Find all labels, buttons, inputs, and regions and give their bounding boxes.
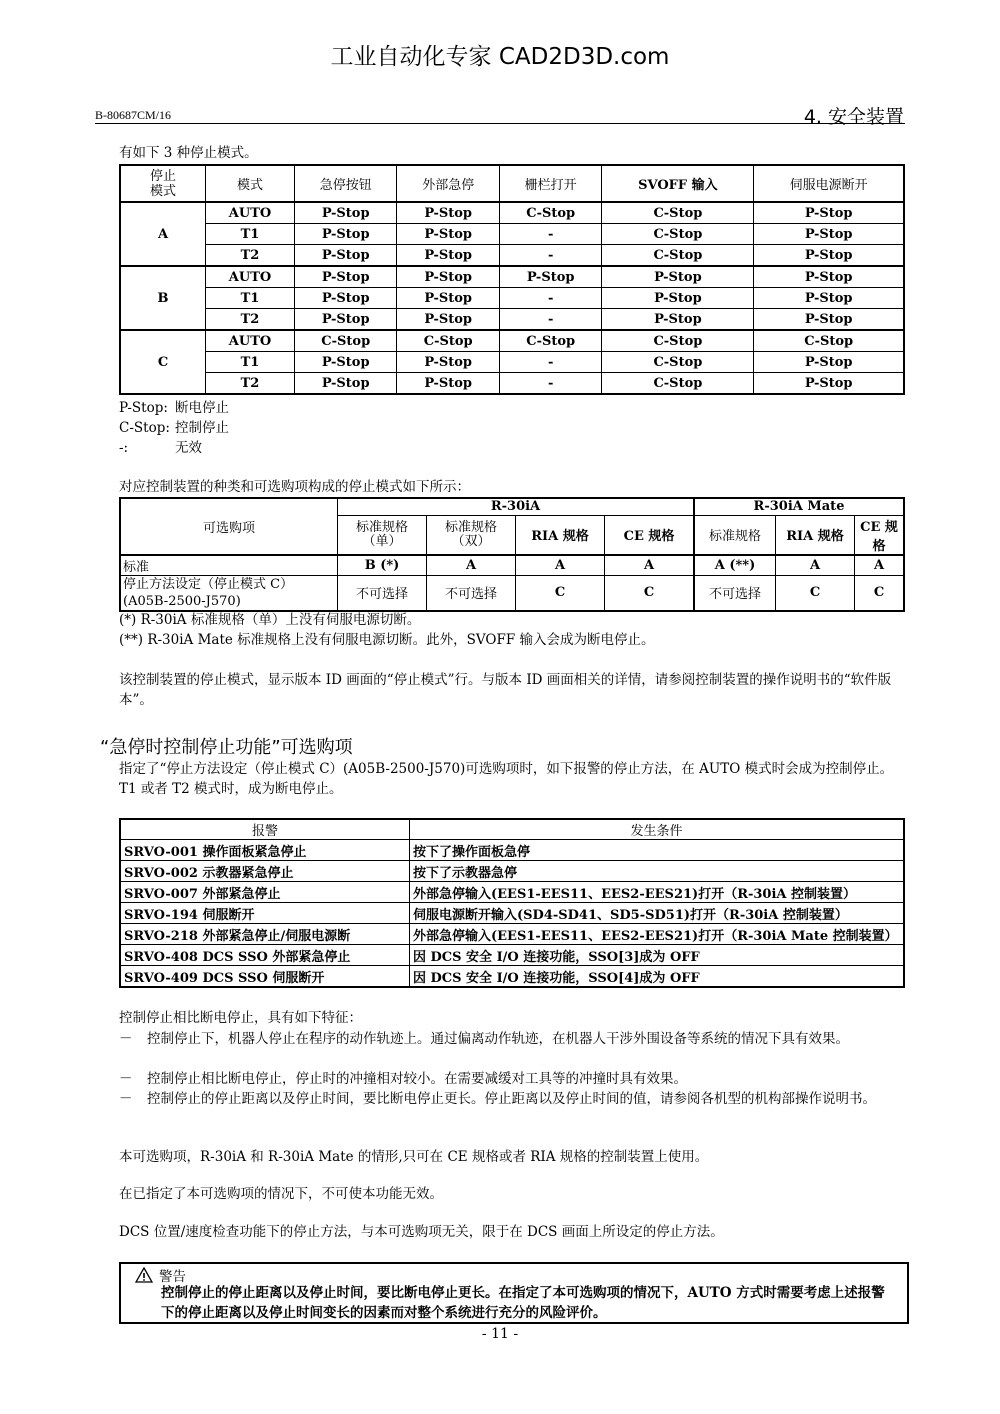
stop-cell: P-Stop (754, 373, 904, 395)
watermark: 工业自动化专家 CAD2D3D.com (330, 44, 670, 70)
stop-cell: - (499, 288, 601, 309)
bullet-text: 控制停止下，机器人停止在程序的动作轨迹上。通过偏离动作轨迹，在机器人干涉外围设备等系统的情况下具有效果。 (147, 1031, 849, 1047)
stop-cell: C-Stop (602, 352, 754, 373)
alarm-cell: SRVO-408 DCS SSO 外部紧急停止 (120, 945, 410, 966)
cell: A (855, 555, 905, 576)
bullet-text: 控制停止相比断电停止，停止时的冲撞相对较小。在需要减缓对工具等的冲撞时具有效果。 (147, 1071, 687, 1087)
stop-cell: C-Stop (602, 245, 754, 267)
cell: A (427, 555, 516, 576)
col-option-header: 可选购项 (120, 498, 338, 555)
alarm-cell: SRVO-007 外部紧急停止 (120, 882, 410, 903)
intro-stop-modes: 有如下 3 种停止模式。 (119, 145, 258, 161)
col-header-condition: 发生条件 (410, 819, 905, 840)
stop-cell: P-Stop (754, 266, 904, 288)
stop-cell: C-Stop (602, 330, 754, 352)
cell: C (776, 575, 855, 611)
mode-group-label: C (120, 330, 206, 394)
stop-cell: C-Stop (602, 202, 754, 224)
group-r30ia-mate: R-30iA Mate (694, 498, 904, 515)
alarm-table (119, 818, 905, 988)
mode-cell: T2 (206, 245, 295, 267)
legend-value: 无效 (175, 440, 202, 456)
note-1: (*) R-30iA 标准规格（单）上没有伺服电源切断。 (119, 612, 421, 628)
header-rule (95, 123, 905, 124)
condition-cell: 外部急停输入(EES1-EES11、EES2-EES21)打开（R-30iA Mate 控制装置） (410, 924, 905, 945)
cell: A (776, 555, 855, 576)
condition-cell: 外部急停输入(EES1-EES11、EES2-EES21)打开（R-30iA 控制装置） (410, 882, 905, 903)
paragraph-applicability: 本可选购项，R-30iA 和 R-30iA Mate 的情形,只可在 CE 规格或者 RIA 规格的控制装置上使用。 (119, 1149, 709, 1165)
stop-cell: P-Stop (295, 224, 397, 245)
legend-row (119, 438, 229, 458)
stop-cell: P-Stop (499, 266, 601, 288)
col-header: 急停按钮 (295, 165, 397, 202)
sub-header: 标准规格 （双） (427, 515, 516, 555)
condition-cell: 因 DCS 安全 I/O 连接功能，SSO[3]成为 OFF (410, 945, 905, 966)
table-row (120, 882, 904, 903)
table-row (120, 352, 904, 373)
table-row (120, 924, 904, 945)
paragraph-version-id: 该控制装置的停止模式，显示版本 ID 画面的“停止模式”行。与版本 ID 画面相关的详情，请参阅控制装置的操作说明书的“软件版本”。 (119, 672, 892, 708)
paragraph-dcs: DCS 位置/速度检查功能下的停止方法，与本可选购项无关，限于在 DCS 画面上所设定的停止方法。 (119, 1224, 724, 1240)
section-heading: “急停时控制停止功能”可选购项 (100, 737, 353, 758)
cell: A (605, 555, 695, 576)
stop-cell: P-Stop (397, 309, 499, 331)
mode-cell: T2 (206, 309, 295, 331)
alarm-cell: SRVO-194 伺服断开 (120, 903, 410, 924)
row-label (120, 575, 338, 611)
sub-header: CE 规格 (855, 515, 905, 555)
sub-header: 标准规格 (694, 515, 776, 555)
stop-cell: - (499, 373, 601, 395)
alarm-cell: SRVO-001 操作面板紧急停止 (120, 840, 410, 861)
sub-header: CE 规格 (605, 515, 695, 555)
mode-cell: T2 (206, 373, 295, 395)
table-row (120, 224, 904, 245)
mode-cell: AUTO (206, 202, 295, 224)
stop-cell: P-Stop (397, 352, 499, 373)
stop-mode-table (119, 164, 905, 395)
stop-cell: P-Stop (295, 288, 397, 309)
col-header: 模式 (206, 165, 295, 202)
mode-cell: AUTO (206, 330, 295, 352)
table-row (120, 861, 904, 882)
warning-title: 警告 (159, 1269, 186, 1285)
stop-cell: P-Stop (397, 288, 499, 309)
cell: 不可选择 (427, 575, 516, 611)
alarm-cell: SRVO-218 外部紧急停止/伺服电源断 (120, 924, 410, 945)
stop-cell: P-Stop (754, 224, 904, 245)
cell: 不可选择 (694, 575, 776, 611)
table-row (120, 266, 904, 288)
legend-value: 断电停止 (175, 400, 229, 416)
stop-cell: P-Stop (295, 352, 397, 373)
note-2: (**) R-30iA Mate 标准规格上没有伺服电源切断。此外，SVOFF 输入会成为断电停止。 (119, 632, 655, 648)
cell: B (*) (338, 555, 427, 576)
condition-cell: 按下了操作面板急停 (410, 840, 905, 861)
stop-cell: P-Stop (397, 373, 499, 395)
stop-cell: C-Stop (754, 330, 904, 352)
legend-value: 控制停止 (175, 420, 229, 436)
stop-cell: - (499, 309, 601, 331)
stop-cell: C-Stop (602, 224, 754, 245)
stop-cell: C-Stop (295, 330, 397, 352)
table-row (120, 966, 904, 988)
col-header: 停止 模式 (120, 165, 206, 202)
warning-text: 控制停止的停止距离以及停止时间，要比断电停止更长。在指定了本可选购项的情况下，AUTO 方式时需要考虑上述报警下的停止距离以及停止时间变长的因素而对整个系统进行充分的风险评价。 (161, 1285, 885, 1321)
cell: C (605, 575, 695, 611)
mode-cell: T1 (206, 288, 295, 309)
stop-cell: C-Stop (397, 330, 499, 352)
bullet-mark: － (119, 1031, 133, 1047)
stop-cell: P-Stop (602, 266, 754, 288)
group-r30ia: R-30iA (338, 498, 695, 515)
condition-cell: 伺服电源断开输入(SD4-SD41、SD5-SD51)打开（R-30iA 控制装置） (410, 903, 905, 924)
col-header: 外部急停 (397, 165, 499, 202)
stop-cell: P-Stop (754, 309, 904, 331)
alarm-cell: SRVO-409 DCS SSO 伺服断开 (120, 966, 410, 988)
table-row (120, 373, 904, 395)
stop-cell: P-Stop (754, 352, 904, 373)
cell: C (855, 575, 905, 611)
stop-cell: C-Stop (499, 202, 601, 224)
mode-group-label: A (120, 202, 206, 266)
stop-cell: - (499, 224, 601, 245)
table-row (120, 903, 904, 924)
bullet-mark: － (119, 1071, 133, 1087)
row-label: 标准 (120, 555, 338, 576)
table-row (120, 330, 904, 352)
sub-header: 标准规格 （单） (338, 515, 427, 555)
stop-cell: C-Stop (499, 330, 601, 352)
sub-header: RIA 规格 (776, 515, 855, 555)
table-row (120, 309, 904, 331)
condition-cell: 因 DCS 安全 I/O 连接功能，SSO[4]成为 OFF (410, 966, 905, 988)
stop-cell: P-Stop (397, 202, 499, 224)
stop-cell: P-Stop (754, 202, 904, 224)
section-title: 4. 安全装置 (803, 106, 904, 128)
col-header: 伺服电源断开 (754, 165, 904, 202)
table-row (120, 945, 904, 966)
alarm-cell: SRVO-002 示教器紧急停止 (120, 861, 410, 882)
cell: A (**) (694, 555, 776, 576)
legend-row (119, 398, 229, 418)
sub-header: RIA 规格 (516, 515, 605, 555)
table-row (120, 245, 904, 267)
paragraph-option-desc: 指定了“停止方法设定（停止模式 C）(A05B-2500-J570)可选购项时，如下报警的停止方法，在 AUTO 模式时会成为控制停止。T1 或者 T2 模式时，成为断电停止。 (119, 761, 894, 797)
stop-cell: P-Stop (295, 373, 397, 395)
mode-cell: T1 (206, 352, 295, 373)
stop-cell: P-Stop (397, 266, 499, 288)
stop-cell: P-Stop (295, 202, 397, 224)
stop-cell: P-Stop (295, 309, 397, 331)
col-header-alarm: 报警 (120, 819, 410, 840)
bullet-text: 控制停止的停止距离以及停止时间，要比断电停止更长。停止距离以及停止时间的值，请参阅各机型的机构部操作说明书。 (147, 1091, 876, 1107)
stop-cell: P-Stop (754, 245, 904, 267)
legend-key: -: (119, 440, 129, 456)
warning-triangle-icon (135, 1267, 153, 1283)
col-header: SVOFF 输入 (602, 165, 754, 202)
legend (119, 398, 229, 458)
row-label-text: 停止方法设定（停止模式 C） (A05B-2500-J570) (123, 576, 294, 609)
stop-cell: - (499, 352, 601, 373)
paragraph-features: 控制停止相比断电停止，具有如下特征： (119, 1010, 362, 1026)
cell: C (516, 575, 605, 611)
intro-options: 对应控制装置的种类和可选购项构成的停止模式如下所示： (119, 479, 470, 495)
stop-cell: - (499, 245, 601, 267)
cell: 不可选择 (338, 575, 427, 611)
condition-cell: 按下了示教器急停 (410, 861, 905, 882)
stop-cell: P-Stop (397, 224, 499, 245)
page-number: - 11 - (481, 1326, 519, 1342)
cell: A (516, 555, 605, 576)
stop-cell: P-Stop (602, 309, 754, 331)
paragraph-cannot-disable: 在已指定了本可选购项的情况下，不可使本功能无效。 (119, 1186, 443, 1202)
table-row (120, 288, 904, 309)
table-row (120, 840, 904, 861)
doc-id: B-80687CM/16 (95, 108, 172, 122)
stop-cell: P-Stop (602, 288, 754, 309)
legend-key: P-Stop: (119, 400, 168, 416)
table-row (120, 202, 904, 224)
legend-row (119, 418, 229, 438)
option-stop-mode-table (119, 497, 905, 612)
mode-cell: AUTO (206, 266, 295, 288)
stop-cell: P-Stop (397, 245, 499, 267)
stop-cell: P-Stop (754, 288, 904, 309)
col-header: 栅栏打开 (499, 165, 601, 202)
bullet-mark: － (119, 1091, 133, 1107)
stop-cell: C-Stop (602, 373, 754, 395)
mode-group-label: B (120, 266, 206, 330)
stop-cell: P-Stop (295, 266, 397, 288)
legend-key: C-Stop: (119, 420, 170, 436)
mode-cell: T1 (206, 224, 295, 245)
warning-box (119, 1262, 909, 1324)
stop-cell: P-Stop (295, 245, 397, 267)
